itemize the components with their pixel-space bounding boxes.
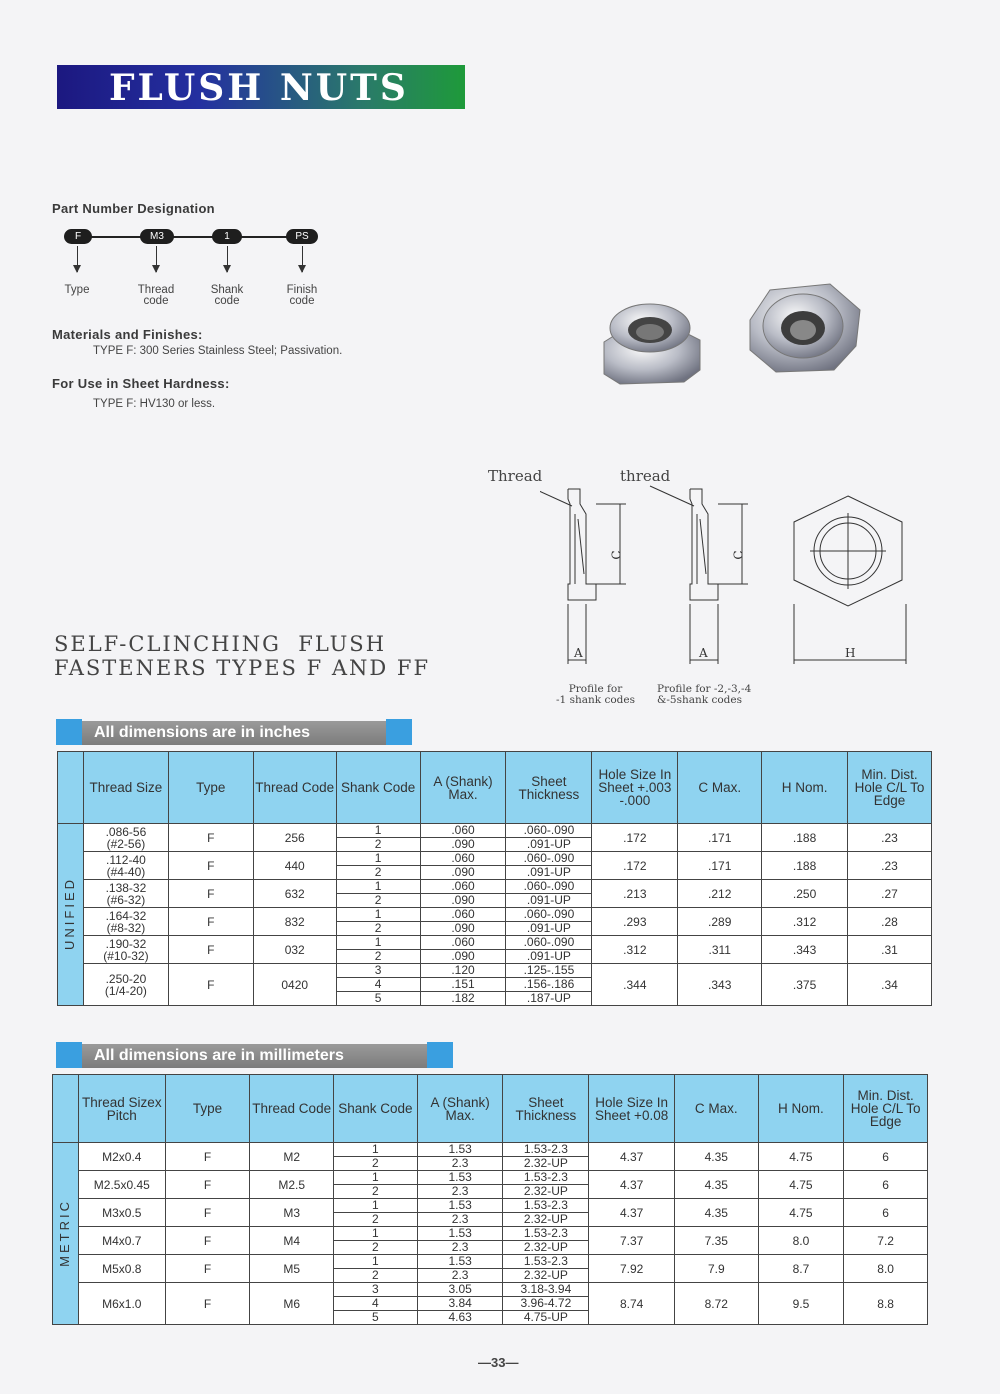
col-sheet-thickness: Sheet Thickness: [506, 752, 592, 824]
hex-top-view: [794, 496, 906, 664]
a-shank-cell-value: 1.53: [418, 1171, 503, 1185]
a-shank-cell: [420, 852, 506, 880]
table-row: [53, 1143, 928, 1171]
a-shank-cell-value: 4.63: [448, 1310, 472, 1324]
profile-caption-1: Profile for -1 shank codes: [556, 683, 635, 706]
shank-code-cell-value: 5: [372, 1310, 379, 1324]
shank-code-cell: [336, 908, 420, 936]
inch-table: [57, 751, 932, 1006]
table-row: [53, 1227, 928, 1255]
a-shank-cell-value: .182: [451, 991, 475, 1005]
shank-code-cell: [334, 1171, 418, 1199]
a-shank-cell-value: .090: [451, 837, 475, 851]
shank-code-cell-value: 2: [372, 1268, 379, 1282]
a-shank-cell: [420, 824, 506, 852]
h-nom-cell: 4.75: [758, 1143, 844, 1171]
inch-section-header: [56, 719, 412, 745]
hole-size-cell: 4.37: [589, 1171, 675, 1199]
part-number-heading: Part Number Designation: [52, 201, 215, 216]
hole-size-cell: .172: [592, 852, 678, 880]
c-max-cell: .289: [678, 908, 762, 936]
thread-size-cell: M2x0.4: [78, 1143, 165, 1171]
dim-c-label-2: C: [731, 550, 746, 560]
thread-size-cell: .250-20 (1/4-20): [83, 964, 168, 1006]
shank-code-cell-value: 2: [372, 1212, 379, 1226]
thread-code-cell: 632: [253, 880, 336, 908]
a-shank-cell-value: .060: [421, 908, 506, 922]
materials-heading: Materials and Finishes:: [52, 327, 203, 342]
c-max-cell: 4.35: [674, 1143, 758, 1171]
thread-size-cell: M5x0.8: [78, 1255, 165, 1283]
shank-code-cell: [334, 1227, 418, 1255]
a-shank-cell-value: 1.53: [418, 1227, 503, 1241]
col-h-nom: H Nom.: [758, 1075, 844, 1143]
arrow-down-icon: [156, 246, 157, 272]
col-h-nom: H Nom.: [762, 752, 848, 824]
shank-code-cell: [334, 1283, 418, 1325]
sheet-thickness-cell-value: 3.96-4.72: [503, 1297, 588, 1311]
sheet-thickness-cell-value: .060-.090: [506, 936, 591, 950]
shank-code-cell-value: 1: [334, 1227, 417, 1241]
type-cell: F: [165, 1171, 250, 1199]
diagram-thread-label: Thread: [488, 467, 543, 485]
thread-code-cell: 256: [253, 824, 336, 852]
thread-size-cell: M2.5x0.45: [78, 1171, 165, 1199]
a-shank-cell: [417, 1227, 503, 1255]
col-thread-code: Thread Code: [250, 1075, 334, 1143]
min-dist-cell: 8.8: [844, 1283, 928, 1325]
shank-code-cell-value: 3: [334, 1283, 417, 1297]
c-max-cell: .171: [678, 824, 762, 852]
hardness-heading: For Use in Sheet Hardness:: [52, 376, 230, 391]
a-shank-cell: [417, 1199, 503, 1227]
sheet-thickness-cell-value: 2.32-UP: [523, 1184, 568, 1198]
hole-size-cell: 4.37: [589, 1143, 675, 1171]
table-row: [53, 1255, 928, 1283]
min-dist-cell: .27: [848, 880, 932, 908]
a-shank-cell-value: 1.53: [418, 1143, 503, 1157]
sheet-thickness-cell-value: .187-UP: [526, 991, 571, 1005]
a-shank-cell-value: 2.3: [451, 1240, 469, 1254]
thread-size-cell: .190-32 (#10-32): [83, 936, 168, 964]
sheet-thickness-cell: [506, 880, 592, 908]
col-shank-code: Shank Code: [336, 752, 420, 824]
a-shank-cell-value: .090: [451, 921, 475, 935]
min-dist-cell: .34: [848, 964, 932, 1006]
sheet-thickness-cell-value: 1.53-2.3: [503, 1199, 588, 1213]
col-hole-size: Hole Size In Sheet +.003 -.000: [592, 752, 678, 824]
a-shank-cell-value: 1.53: [418, 1199, 503, 1213]
shank-code-cell: [336, 824, 420, 852]
type-cell: F: [168, 880, 253, 908]
page-number: —33—: [478, 1355, 519, 1370]
side-label: UNIFIED: [58, 824, 84, 1006]
thread-size-cell: M3x0.5: [78, 1199, 165, 1227]
arrow-down-icon: [302, 246, 303, 272]
shank-code-cell-value: 2: [374, 837, 382, 851]
type-cell: F: [165, 1255, 250, 1283]
col-type: Type: [168, 752, 253, 824]
h-nom-cell: .188: [762, 824, 848, 852]
sheet-thickness-cell-value: .060-.090: [506, 852, 591, 866]
min-dist-cell: 7.2: [844, 1227, 928, 1255]
c-max-cell: .343: [678, 964, 762, 1006]
thread-code-cell: M6: [250, 1283, 334, 1325]
a-shank-cell: [420, 936, 506, 964]
shank-code-cell: [334, 1255, 418, 1283]
shank-code-cell-value: 4: [337, 978, 420, 992]
profile-drawings: [540, 484, 920, 670]
arrow-down-icon: [227, 246, 228, 272]
a-shank-cell-value: 3.84: [418, 1297, 503, 1311]
title-banner: [57, 65, 465, 109]
type-cell: F: [165, 1199, 250, 1227]
a-shank-cell-value: .060: [421, 852, 506, 866]
table-row: [58, 908, 932, 936]
sheet-thickness-cell: [503, 1199, 589, 1227]
sheet-thickness-cell-value: 2.32-UP: [523, 1240, 568, 1254]
col-a-shank: A (Shank) Max.: [417, 1075, 503, 1143]
a-shank-cell: [420, 964, 506, 1006]
mm-section-header: [56, 1042, 453, 1068]
a-shank-cell: [417, 1143, 503, 1171]
dim-a-label-1: A: [574, 646, 583, 660]
a-shank-cell: [417, 1255, 503, 1283]
col-c-max: C Max.: [678, 752, 762, 824]
thread-size-cell: .138-32 (#6-32): [83, 880, 168, 908]
sheet-thickness-cell-value: .156-.186: [506, 978, 591, 992]
a-shank-cell: [420, 880, 506, 908]
shank-code-cell-value: 2: [372, 1184, 379, 1198]
thread-code-cell: 032: [253, 936, 336, 964]
table-row: [58, 964, 932, 1006]
shank-code-cell-value: 2: [374, 893, 382, 907]
pn-label-finish: Finish code: [286, 284, 318, 307]
c-max-cell: .171: [678, 852, 762, 880]
dim-c-label-1: C: [609, 550, 624, 560]
thread-code-cell: M4: [250, 1227, 334, 1255]
shank-code-cell-value: 1: [337, 824, 420, 838]
thread-size-cell: M6x1.0: [78, 1283, 165, 1325]
min-dist-cell: 6: [844, 1199, 928, 1227]
a-shank-cell-value: .060: [421, 880, 506, 894]
min-dist-cell: .23: [848, 824, 932, 852]
sheet-thickness-cell-value: 2.32-UP: [523, 1212, 568, 1226]
a-shank-cell: [420, 908, 506, 936]
sheet-thickness-cell: [503, 1171, 589, 1199]
sheet-thickness-cell-value: 1.53-2.3: [503, 1143, 588, 1157]
col-thread-size: Thread Size: [83, 752, 168, 824]
hole-size-cell: .312: [592, 936, 678, 964]
dim-a-label-2: A: [699, 646, 708, 660]
sheet-thickness-cell-value: .060-.090: [506, 824, 591, 838]
subtitle-line-1: SELF-CLINCHING FLUSH: [54, 632, 387, 656]
diagram-thread-label-2: thread: [620, 467, 671, 485]
a-shank-cell-value: 2.3: [451, 1184, 469, 1198]
sheet-thickness-cell: [503, 1143, 589, 1171]
c-max-cell: .212: [678, 880, 762, 908]
hole-size-cell: .344: [592, 964, 678, 1006]
thread-size-cell: .112-40 (#4-40): [83, 852, 168, 880]
shank-code-cell-value: 4: [334, 1297, 417, 1311]
a-shank-cell-value: .090: [451, 893, 475, 907]
shank-code-cell-value: 2: [372, 1240, 379, 1254]
h-nom-cell: 8.0: [758, 1227, 844, 1255]
dim-h-label: H: [845, 646, 856, 660]
sheet-thickness-cell: [506, 964, 592, 1006]
pn-label-shank: Shank code: [210, 284, 244, 307]
shank-code-cell-value: 1: [334, 1171, 417, 1185]
min-dist-cell: 8.0: [844, 1255, 928, 1283]
sheet-thickness-cell: [503, 1255, 589, 1283]
sheet-thickness-cell: [503, 1227, 589, 1255]
mm-banner-text: All dimensions are in millimeters: [82, 1044, 427, 1068]
sheet-thickness-cell-value: 4.75-UP: [523, 1310, 568, 1324]
inch-header-row: [58, 752, 932, 824]
mm-header-row: [53, 1075, 928, 1143]
mm-table: [52, 1074, 928, 1325]
table-row: [58, 824, 932, 852]
hole-size-cell: 8.74: [589, 1283, 675, 1325]
sheet-thickness-cell-value: 1.53-2.3: [503, 1171, 588, 1185]
shank-code-cell-value: 2: [374, 949, 382, 963]
nut-image-1: [604, 304, 700, 384]
c-max-cell: 4.35: [674, 1199, 758, 1227]
shank-code-cell-value: 2: [374, 921, 382, 935]
table-row: [58, 852, 932, 880]
a-shank-cell-value: .120: [421, 964, 506, 978]
sheet-thickness-cell: [503, 1283, 589, 1325]
h-nom-cell: .375: [762, 964, 848, 1006]
page-title: FLUSH NUTS: [109, 67, 409, 109]
a-shank-cell-value: 1.53: [418, 1255, 503, 1269]
col-min-dist: Min. Dist. Hole C/L To Edge: [844, 1075, 928, 1143]
h-nom-cell: .312: [762, 908, 848, 936]
thread-code-cell: M2: [250, 1143, 334, 1171]
a-shank-cell: [417, 1283, 503, 1325]
shank-code-cell-value: 3: [337, 964, 420, 978]
min-dist-cell: .28: [848, 908, 932, 936]
col-thread-code: Thread Code: [253, 752, 336, 824]
shank-code-cell: [336, 852, 420, 880]
type-cell: F: [165, 1283, 250, 1325]
h-nom-cell: .188: [762, 852, 848, 880]
sheet-thickness-cell-value: 2.32-UP: [523, 1156, 568, 1170]
min-dist-cell: .23: [848, 852, 932, 880]
shank-code-cell-value: 1: [337, 908, 420, 922]
h-nom-cell: .250: [762, 880, 848, 908]
col-c-max: C Max.: [674, 1075, 758, 1143]
pn-node-type: F: [64, 229, 92, 244]
shank-code-cell: [336, 964, 420, 1006]
h-nom-cell: 8.7: [758, 1255, 844, 1283]
shank-code-cell-value: 5: [374, 991, 382, 1005]
thread-size-cell: .086-56 (#2-56): [83, 824, 168, 852]
table-row: [58, 880, 932, 908]
shank-code-cell-value: 1: [334, 1143, 417, 1157]
sheet-thickness-cell-value: .091-UP: [526, 921, 571, 935]
a-shank-cell-value: 2.3: [451, 1212, 469, 1226]
inch-banner-text: All dimensions are in inches: [82, 721, 386, 745]
a-shank-cell-value: .090: [451, 865, 475, 879]
flush-nut-photo: [590, 270, 880, 410]
pn-label-thread: Thread code: [137, 284, 175, 307]
hole-size-cell: 4.37: [589, 1199, 675, 1227]
thread-code-cell: 0420: [253, 964, 336, 1006]
pn-node-finish: PS: [286, 229, 318, 244]
shank-code-cell-value: 1: [337, 852, 420, 866]
a-shank-cell-value: 2.3: [451, 1156, 469, 1170]
materials-text: TYPE F: 300 Series Stainless Steel; Passivation.: [93, 345, 343, 357]
sheet-thickness-cell-value: .060-.090: [506, 908, 591, 922]
nut-image-2: [750, 284, 860, 372]
type-cell: F: [168, 936, 253, 964]
table-row: [53, 1199, 928, 1227]
hole-size-cell: .293: [592, 908, 678, 936]
shank-code-cell-value: 2: [372, 1156, 379, 1170]
a-shank-cell: [417, 1171, 503, 1199]
subtitle-line-2: FASTENERS TYPES F AND FF: [54, 656, 431, 680]
a-shank-cell-value: .151: [421, 978, 506, 992]
hole-size-cell: .172: [592, 824, 678, 852]
sheet-thickness-cell-value: 2.32-UP: [523, 1268, 568, 1282]
a-shank-cell-value: .060: [421, 824, 506, 838]
shank-code-cell: [336, 880, 420, 908]
c-max-cell: 4.35: [674, 1171, 758, 1199]
thread-code-cell: M5: [250, 1255, 334, 1283]
type-cell: F: [165, 1227, 250, 1255]
col-hole-size: Hole Size In Sheet +0.08: [589, 1075, 675, 1143]
col-shank-code: Shank Code: [334, 1075, 418, 1143]
sheet-thickness-cell-value: .091-UP: [526, 865, 571, 879]
table-row: [53, 1283, 928, 1325]
type-cell: F: [168, 908, 253, 936]
h-nom-cell: .343: [762, 936, 848, 964]
sheet-thickness-cell-value: .091-UP: [526, 949, 571, 963]
shank-code-cell-value: 2: [374, 865, 382, 879]
table-row: [53, 1171, 928, 1199]
sheet-thickness-cell: [506, 908, 592, 936]
table-row: [58, 936, 932, 964]
sheet-thickness-cell-value: 1.53-2.3: [503, 1227, 588, 1241]
sheet-thickness-cell: [506, 824, 592, 852]
thread-code-cell: 832: [253, 908, 336, 936]
pn-label-type: Type: [64, 284, 90, 296]
pn-node-shank: 1: [212, 229, 242, 244]
hole-size-cell: 7.37: [589, 1227, 675, 1255]
col-min-dist: Min. Dist. Hole C/L To Edge: [848, 752, 932, 824]
type-cell: F: [168, 824, 253, 852]
col-thread-size: Thread Sizex Pitch: [78, 1075, 165, 1143]
hole-size-cell: 7.92: [589, 1255, 675, 1283]
part-number-connector: [78, 236, 300, 238]
shank-code-cell-value: 1: [337, 880, 420, 894]
col-sheet-thickness: Sheet Thickness: [503, 1075, 589, 1143]
c-max-cell: 7.35: [674, 1227, 758, 1255]
thread-size-cell: .164-32 (#8-32): [83, 908, 168, 936]
sheet-thickness-cell-value: .091-UP: [526, 837, 571, 851]
type-cell: F: [168, 852, 253, 880]
pn-node-thread: M3: [140, 229, 174, 244]
shank-code-cell: [334, 1199, 418, 1227]
c-max-cell: 7.9: [674, 1255, 758, 1283]
a-shank-cell-value: 3.05: [418, 1283, 503, 1297]
h-nom-cell: 4.75: [758, 1171, 844, 1199]
h-nom-cell: 4.75: [758, 1199, 844, 1227]
sheet-thickness-cell-value: .125-.155: [506, 964, 591, 978]
min-dist-cell: 6: [844, 1143, 928, 1171]
sheet-thickness-cell: [506, 936, 592, 964]
thread-code-cell: M3: [250, 1199, 334, 1227]
hole-size-cell: .213: [592, 880, 678, 908]
sheet-thickness-cell-value: .060-.090: [506, 880, 591, 894]
sheet-thickness-cell-value: 3.18-3.94: [503, 1283, 588, 1297]
col-a-shank: A (Shank) Max.: [420, 752, 506, 824]
c-max-cell: .311: [678, 936, 762, 964]
c-max-cell: 8.72: [674, 1283, 758, 1325]
col-type: Type: [165, 1075, 250, 1143]
type-cell: F: [165, 1143, 250, 1171]
thread-code-cell: 440: [253, 852, 336, 880]
sheet-thickness-cell-value: .091-UP: [526, 893, 571, 907]
profile-caption-2: Profile for -2,-3,-4 &-5shank codes: [657, 683, 752, 706]
shank-code-cell-value: 1: [334, 1255, 417, 1269]
shank-code-cell-value: 1: [334, 1199, 417, 1213]
a-shank-cell-value: 2.3: [451, 1268, 469, 1282]
hardness-text: TYPE F: HV130 or less.: [93, 398, 216, 410]
thread-size-cell: M4x0.7: [78, 1227, 165, 1255]
arrow-down-icon: [77, 246, 78, 272]
min-dist-cell: 6: [844, 1171, 928, 1199]
side-label: METRIC: [53, 1143, 79, 1325]
type-cell: F: [168, 964, 253, 1006]
thread-code-cell: M2.5: [250, 1171, 334, 1199]
a-shank-cell-value: .090: [451, 949, 475, 963]
min-dist-cell: .31: [848, 936, 932, 964]
a-shank-cell-value: .060: [421, 936, 506, 950]
h-nom-cell: 9.5: [758, 1283, 844, 1325]
sheet-thickness-cell-value: 1.53-2.3: [503, 1255, 588, 1269]
sheet-thickness-cell: [506, 852, 592, 880]
shank-code-cell: [334, 1143, 418, 1171]
shank-code-cell-value: 1: [337, 936, 420, 950]
shank-code-cell: [336, 936, 420, 964]
